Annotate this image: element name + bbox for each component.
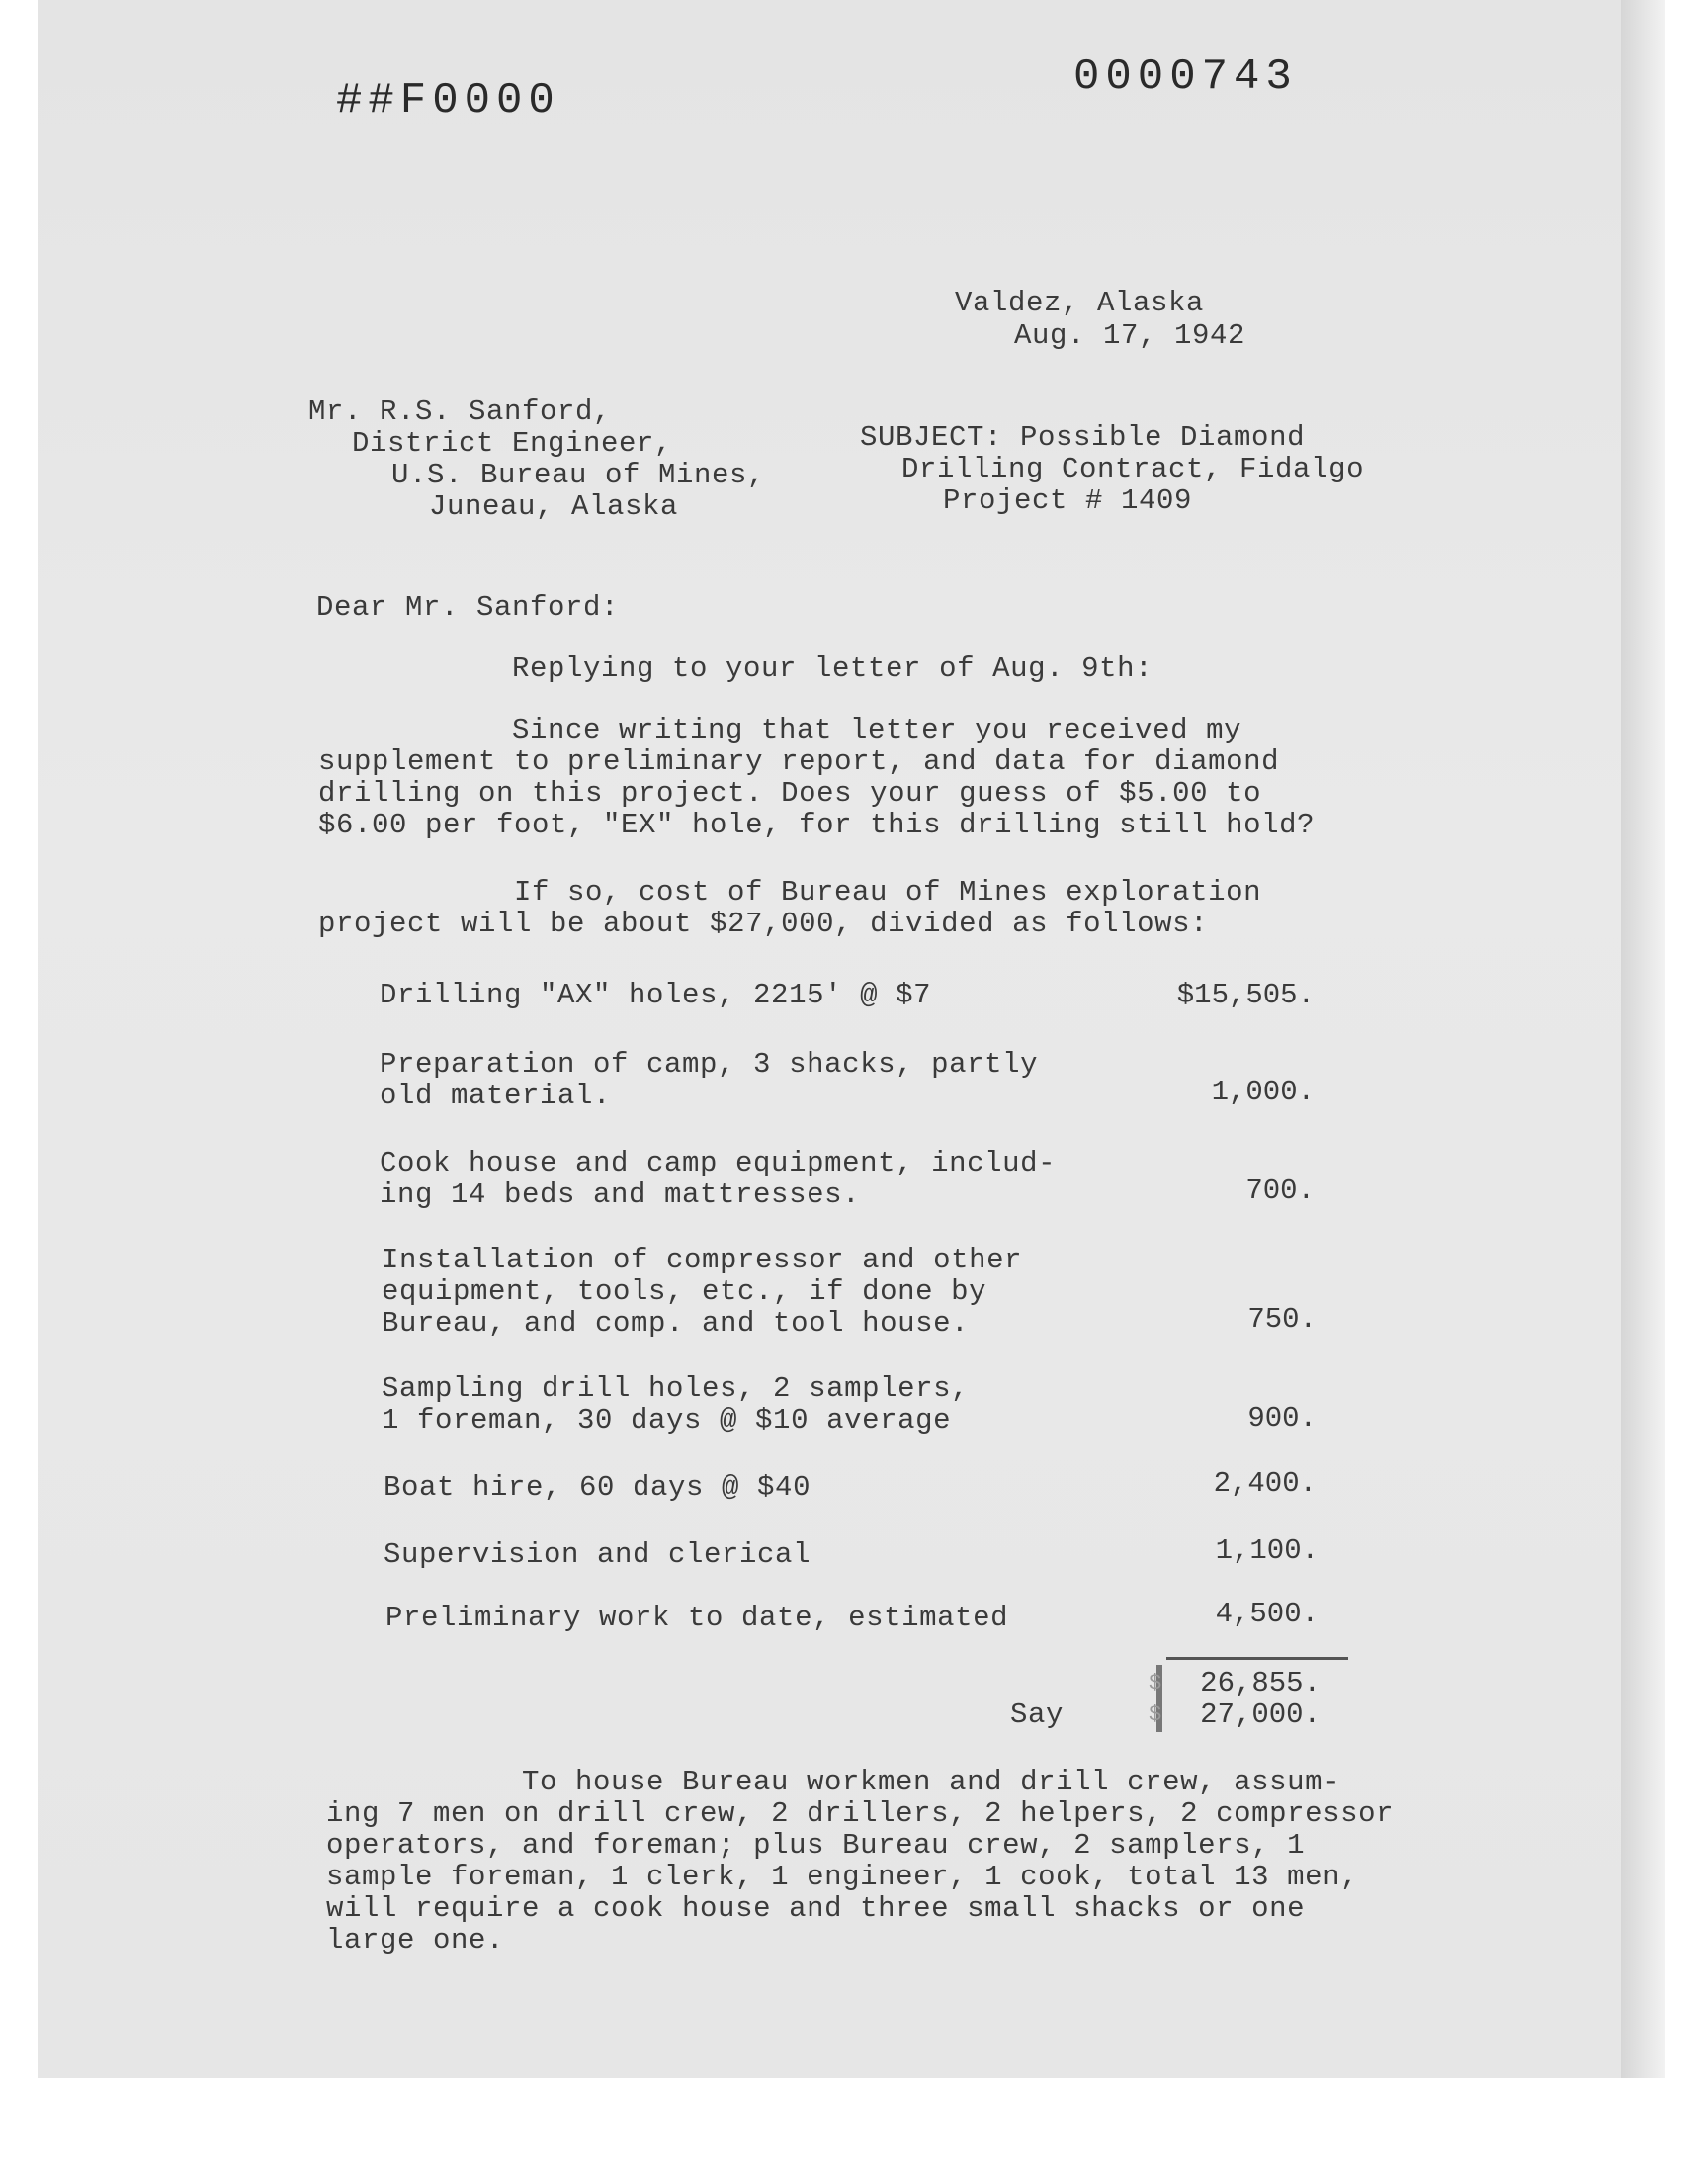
cost-item-desc: Sampling drill holes, 2 samplers, (382, 1372, 970, 1405)
paragraph-line: large one. (326, 1924, 505, 1957)
cost-item-desc: Preparation of camp, 3 shacks, partly (380, 1048, 1039, 1081)
cost-item-amount: 700. (1245, 1174, 1315, 1207)
cost-item-amount: 750. (1247, 1303, 1317, 1336)
paragraph-line: project will be about $27,000, divided as follows: (318, 908, 1209, 940)
cost-item-amount: 2,400. (1213, 1467, 1317, 1500)
paragraph-line: supplement to preliminary report, and data for diamond (318, 745, 1280, 778)
paragraph-opening: Replying to your letter of Aug. 9th: (512, 652, 1153, 685)
cost-item-desc: old material. (380, 1080, 612, 1112)
file-stamp-left: ##F0000 (336, 76, 560, 126)
subject-line: Project # 1409 (943, 484, 1193, 517)
page-edge (1621, 0, 1665, 2078)
cost-item-desc: Bureau, and comp. and tool house. (382, 1307, 970, 1340)
addressee-line: U.S. Bureau of Mines, (391, 459, 766, 491)
paragraph-line: Since writing that letter you received my (512, 714, 1242, 746)
cost-item-desc: ing 14 beds and mattresses. (380, 1178, 861, 1211)
file-stamp-right: 0000743 (1073, 52, 1298, 102)
paragraph-line: ing 7 men on drill crew, 2 drillers, 2 helpers, 2 compressor (326, 1797, 1395, 1830)
cost-item-amount: 900. (1247, 1402, 1317, 1435)
cost-item-amount: 4,500. (1215, 1598, 1319, 1630)
total-rounded: 27,000. (1200, 1698, 1321, 1731)
paragraph-line: operators, and foreman; plus Bureau crew, 2 samplers, 1 (326, 1829, 1306, 1862)
cost-item-desc: Drilling "AX" holes, 2215' @ $7 (380, 979, 932, 1011)
subject-line: SUBJECT: Possible Diamond (860, 421, 1306, 454)
say-label: Say (1010, 1698, 1065, 1731)
currency-mark: $ (1149, 1702, 1162, 1727)
currency-mark: $ (1149, 1671, 1162, 1696)
total-rule (1166, 1657, 1348, 1660)
addressee-line: District Engineer, (352, 427, 673, 460)
cost-item-amount: 1,000. (1211, 1076, 1315, 1108)
cost-item-desc: equipment, tools, etc., if done by (382, 1275, 987, 1308)
cost-item-amount: $15,505. (1176, 979, 1315, 1011)
cost-item-amount: 1,100. (1215, 1534, 1319, 1567)
paragraph-line: will require a cook house and three small shacks or one (326, 1892, 1306, 1925)
cost-item-desc: Boat hire, 60 days @ $40 (384, 1471, 811, 1504)
cost-item-desc: Cook house and camp equipment, includ- (380, 1147, 1057, 1179)
paragraph-line: drilling on this project. Does your guess of $5.00 to (318, 777, 1262, 810)
paragraph-line: If so, cost of Bureau of Mines exploration (514, 876, 1262, 909)
salutation: Dear Mr. Sanford: (316, 591, 620, 624)
cost-item-desc: 1 foreman, 30 days @ $10 average (382, 1404, 952, 1436)
addressee-line: Mr. R.S. Sanford, (308, 395, 612, 428)
cost-item-desc: Preliminary work to date, estimated (385, 1602, 1009, 1634)
paragraph-line: sample foreman, 1 clerk, 1 engineer, 1 cook, total 13 men, (326, 1861, 1359, 1893)
cost-item-desc: Supervision and clerical (384, 1538, 811, 1571)
total-sum: 26,855. (1200, 1667, 1321, 1699)
cost-item-desc: Installation of compressor and other (382, 1244, 1023, 1276)
letter-place: Valdez, Alaska (955, 287, 1205, 319)
addressee-line: Juneau, Alaska (429, 490, 679, 523)
subject-line: Drilling Contract, Fidalgo (901, 453, 1365, 485)
paragraph-line: $6.00 per foot, "EX" hole, for this drilling still hold? (318, 809, 1316, 841)
paragraph-line: To house Bureau workmen and drill crew, assum- (522, 1766, 1341, 1798)
letter-date: Aug. 17, 1942 (1014, 319, 1246, 352)
